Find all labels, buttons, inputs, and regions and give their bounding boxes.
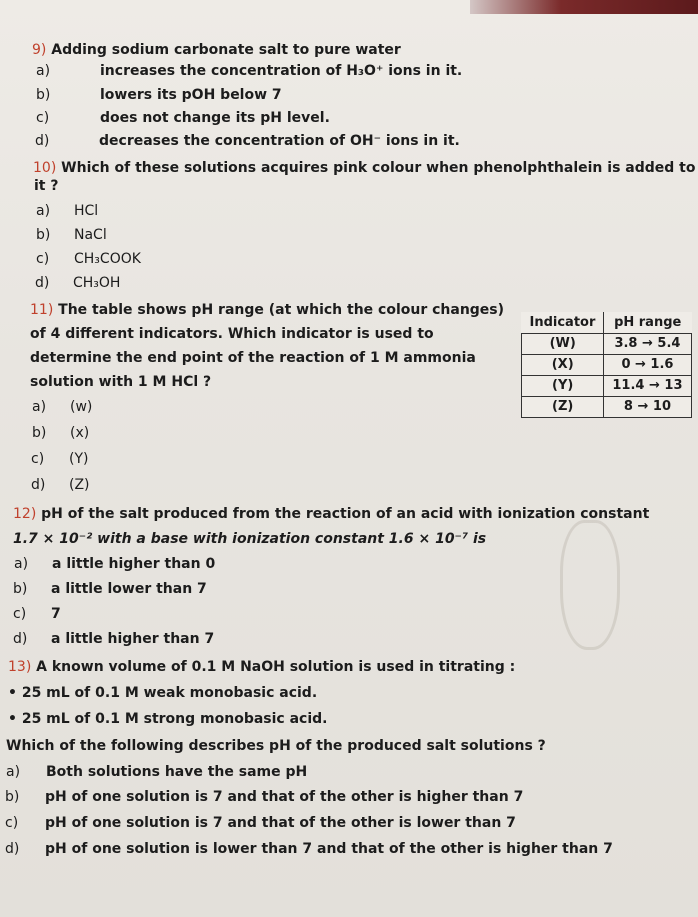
- table-cell-range: 0 → 1.6: [604, 354, 691, 375]
- q9-option-a[interactable]: a) increases the concentration of H₃O⁺ ions in it.: [36, 63, 463, 79]
- q11-stem-line4: solution with 1 M HCl ?: [30, 374, 212, 390]
- q13-bullet-weak-acid: • 25 mL of 0.1 M weak monobasic acid.: [8, 685, 318, 701]
- q13-stem: 13) A known volume of 0.1 M NaOH solution is used in titrating :: [8, 659, 516, 675]
- q10-option-a[interactable]: a) HCl: [36, 203, 99, 219]
- q12-stem: 12) pH of the salt produced from the reaction of an acid with ionization constant: [13, 506, 650, 522]
- q11-option-a[interactable]: a) (w): [32, 399, 93, 415]
- table-cell-indicator: (X): [522, 354, 604, 375]
- table-cell-range: 11.4 → 13: [604, 375, 691, 396]
- q13-question: Which of the following describes pH of the produced salt solutions ?: [6, 738, 546, 754]
- table-cell-indicator: (Z): [522, 396, 604, 417]
- q13-option-a[interactable]: a) Both solutions have the same pH: [6, 764, 308, 780]
- table-row: [522, 375, 692, 396]
- table-row: [522, 354, 692, 375]
- q12-option-d[interactable]: d) a little higher than 7: [13, 631, 215, 647]
- table-cell-range: 8 → 10: [604, 396, 691, 417]
- q11-stem-line3: determine the end point of the reaction of 1 M ammonia: [30, 350, 476, 366]
- q11-option-b[interactable]: b) (x): [32, 425, 90, 441]
- table-header-indicator: Indicator: [522, 312, 604, 333]
- q10-option-b[interactable]: b) NaCl: [36, 227, 107, 243]
- q12-option-b[interactable]: b) a little lower than 7: [13, 581, 207, 597]
- q13-option-c[interactable]: c) pH of one solution is 7 and that of the other is lower than 7: [5, 815, 516, 831]
- table-cell-range: 3.8 → 5.4: [604, 333, 691, 354]
- q9-option-d[interactable]: d) decreases the concentration of OH⁻ ions in it.: [35, 133, 460, 149]
- q9-option-c[interactable]: c) does not change its pH level.: [36, 110, 330, 126]
- q9-option-b[interactable]: b) lowers its pOH below 7: [36, 87, 282, 103]
- table-header-ph-range: pH range: [604, 312, 691, 333]
- flask-watermark-icon: [560, 520, 620, 650]
- q13-bullet-strong-acid: • 25 mL of 0.1 M strong monobasic acid.: [8, 711, 328, 727]
- table-row: [522, 396, 692, 417]
- q11-stem: 11) The table shows pH range (at which the colour changes): [30, 302, 505, 318]
- q11-option-c[interactable]: c) (Y): [31, 451, 89, 467]
- q10-option-c[interactable]: c) CH₃COOK: [36, 251, 141, 267]
- q12-stem-continued: 1.7 × 10⁻² with a base with ionization constant 1.6 × 10⁻⁷ is: [13, 531, 487, 547]
- q10-stem-continued: it ?: [34, 178, 59, 194]
- header-banner: [470, 0, 698, 14]
- q13-option-b[interactable]: b) pH of one solution is 7 and that of the other is higher than 7: [5, 789, 524, 805]
- q11-stem-line2: of 4 different indicators. Which indicator is used to: [30, 326, 434, 342]
- q13-option-d[interactable]: d) pH of one solution is lower than 7 and that of the other is higher than 7: [5, 841, 613, 857]
- q10-stem: 10) Which of these solutions acquires pink colour when phenolphthalein is added to: [33, 160, 696, 176]
- q12-option-c[interactable]: c) 7: [13, 606, 61, 622]
- q10-option-d[interactable]: d) CH₃OH: [35, 275, 121, 291]
- q12-option-a[interactable]: a) a little higher than 0: [14, 556, 216, 572]
- table-cell-indicator: (Y): [522, 375, 604, 396]
- q11-option-d[interactable]: d) (Z): [31, 477, 90, 493]
- table-row: [522, 333, 692, 354]
- q9-stem: 9) Adding sodium carbonate salt to pure water: [32, 42, 401, 58]
- table-cell-indicator: (W): [522, 333, 604, 354]
- indicator-table: [521, 312, 692, 418]
